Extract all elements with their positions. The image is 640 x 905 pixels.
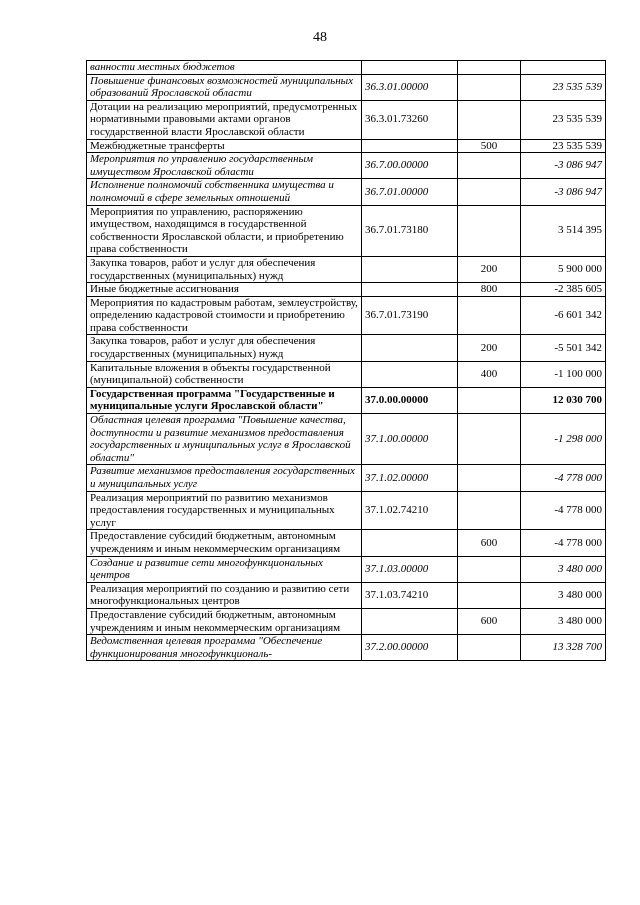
row-expense-type-cell (458, 491, 521, 530)
row-code-cell (362, 530, 458, 556)
row-code-cell (362, 335, 458, 361)
table-row (87, 361, 606, 387)
row-name-cell: Межбюджетные трансферты (87, 139, 362, 153)
row-amount-cell: 23 535 539 (521, 139, 606, 153)
row-code-cell (362, 256, 458, 282)
table-row (87, 608, 606, 634)
row-expense-type-cell (458, 296, 521, 335)
row-amount-cell: -4 778 000 (521, 491, 606, 530)
row-expense-type-cell: 800 (458, 283, 521, 297)
row-code-cell: 37.0.00.00000 (362, 387, 458, 413)
table-row (87, 283, 606, 297)
table-row (87, 335, 606, 361)
row-code-cell (362, 361, 458, 387)
row-code-cell (362, 61, 458, 75)
row-amount-cell: -1 100 000 (521, 361, 606, 387)
row-name-cell: Государственная программа "Государственные и муниципальные услуги Ярославской области" (87, 387, 362, 413)
row-name-cell: Ведомственная целевая программа "Обеспечение функционирования многофункциональ- (87, 635, 362, 661)
row-amount-cell: -4 778 000 (521, 465, 606, 491)
row-name-cell: Мероприятия по управлению государственным имуществом Ярославской области (87, 153, 362, 179)
row-code-cell: 37.1.03.74210 (362, 582, 458, 608)
row-code-cell (362, 283, 458, 297)
row-amount-cell: 13 328 700 (521, 635, 606, 661)
row-code-cell: 37.1.02.74210 (362, 491, 458, 530)
row-expense-type-cell (458, 387, 521, 413)
row-name-cell: Дотации на реализацию мероприятий, предусмотренных нормативными правовыми актами органов государственной власти Ярославской области (87, 100, 362, 139)
row-code-cell: 36.7.01.00000 (362, 179, 458, 205)
row-amount-cell: 3 480 000 (521, 556, 606, 582)
row-amount-cell: -4 778 000 (521, 530, 606, 556)
table-row (87, 256, 606, 282)
row-amount-cell: -5 501 342 (521, 335, 606, 361)
row-name-cell: Закупка товаров, работ и услуг для обеспечения государственных (муниципальных) нужд (87, 335, 362, 361)
row-amount-cell: 3 514 395 (521, 205, 606, 256)
row-amount-cell: -3 086 947 (521, 179, 606, 205)
row-expense-type-cell (458, 179, 521, 205)
row-code-cell: 37.1.02.00000 (362, 465, 458, 491)
table-row (87, 296, 606, 335)
row-name-cell: Предоставление субсидий бюджетным, автономным учреждениям и иным некоммерческим организациям (87, 530, 362, 556)
row-amount-cell: 23 535 539 (521, 74, 606, 100)
row-name-cell: Иные бюджетные ассигнования (87, 283, 362, 297)
table-row (87, 530, 606, 556)
table-row (87, 205, 606, 256)
row-name-cell: Капитальные вложения в объекты государственной (муниципальной) собственности (87, 361, 362, 387)
table-row (87, 491, 606, 530)
row-expense-type-cell (458, 100, 521, 139)
row-name-cell: Реализация мероприятий по созданию и развитию сети многофункциональных центров (87, 582, 362, 608)
row-expense-type-cell: 200 (458, 335, 521, 361)
row-expense-type-cell: 400 (458, 361, 521, 387)
row-name-cell: Исполнение полномочий собственника имущества и полномочий в сфере земельных отношений (87, 179, 362, 205)
row-name-cell: Предоставление субсидий бюджетным, автономным учреждениям и иным некоммерческим организациям (87, 608, 362, 634)
row-expense-type-cell: 600 (458, 530, 521, 556)
table-row (87, 139, 606, 153)
row-amount-cell: 12 030 700 (521, 387, 606, 413)
budget-table (86, 60, 606, 661)
row-amount-cell: 3 480 000 (521, 582, 606, 608)
row-expense-type-cell (458, 153, 521, 179)
budget-table-body (87, 61, 606, 661)
table-row (87, 74, 606, 100)
row-code-cell: 36.7.00.00000 (362, 153, 458, 179)
table-row (87, 179, 606, 205)
row-code-cell: 37.1.00.00000 (362, 414, 458, 465)
row-amount-cell (521, 61, 606, 75)
row-code-cell (362, 139, 458, 153)
row-amount-cell: -6 601 342 (521, 296, 606, 335)
table-row (87, 556, 606, 582)
row-expense-type-cell (458, 465, 521, 491)
row-name-cell: Мероприятия по управлению, распоряжению имуществом, находящимся в государственной собственности Ярославской области, и приобретению права собственности (87, 205, 362, 256)
row-amount-cell: 23 535 539 (521, 100, 606, 139)
row-name-cell: Реализация мероприятий по развитию механизмов предоставления государственных и муниципальных услуг (87, 491, 362, 530)
row-code-cell: 36.3.01.73260 (362, 100, 458, 139)
row-expense-type-cell (458, 582, 521, 608)
row-name-cell: Создание и развитие сети многофункциональных центров (87, 556, 362, 582)
row-name-cell: ванности местных бюджетов (87, 61, 362, 75)
table-row (87, 635, 606, 661)
row-code-cell: 36.7.01.73180 (362, 205, 458, 256)
row-expense-type-cell (458, 556, 521, 582)
row-expense-type-cell: 500 (458, 139, 521, 153)
table-row (87, 414, 606, 465)
row-expense-type-cell (458, 205, 521, 256)
row-expense-type-cell (458, 61, 521, 75)
row-expense-type-cell (458, 74, 521, 100)
row-amount-cell: 5 900 000 (521, 256, 606, 282)
row-code-cell: 37.1.03.00000 (362, 556, 458, 582)
row-expense-type-cell (458, 635, 521, 661)
row-code-cell (362, 608, 458, 634)
table-row (87, 465, 606, 491)
row-name-cell: Областная целевая программа "Повышение качества, доступности и развитие механизмов предоставления государственных и муниципальных услуг в Ярославской области" (87, 414, 362, 465)
table-row (87, 61, 606, 75)
table-row (87, 100, 606, 139)
row-name-cell: Мероприятия по кадастровым работам, землеустройству, определению кадастровой стоимости и приобретению права собственности (87, 296, 362, 335)
table-row (87, 153, 606, 179)
row-expense-type-cell: 200 (458, 256, 521, 282)
row-name-cell: Развитие механизмов предоставления государственных и муниципальных услуг (87, 465, 362, 491)
row-code-cell: 36.3.01.00000 (362, 74, 458, 100)
row-code-cell: 36.7.01.73190 (362, 296, 458, 335)
row-amount-cell: -3 086 947 (521, 153, 606, 179)
page-number: 48 (313, 30, 327, 45)
row-expense-type-cell (458, 414, 521, 465)
row-amount-cell: -2 385 605 (521, 283, 606, 297)
table-row (87, 387, 606, 413)
row-amount-cell: -1 298 000 (521, 414, 606, 465)
row-expense-type-cell: 600 (458, 608, 521, 634)
row-code-cell: 37.2.00.00000 (362, 635, 458, 661)
row-name-cell: Закупка товаров, работ и услуг для обеспечения государственных (муниципальных) нужд (87, 256, 362, 282)
table-row (87, 582, 606, 608)
row-amount-cell: 3 480 000 (521, 608, 606, 634)
row-name-cell: Повышение финансовых возможностей муниципальных образований Ярославской области (87, 74, 362, 100)
